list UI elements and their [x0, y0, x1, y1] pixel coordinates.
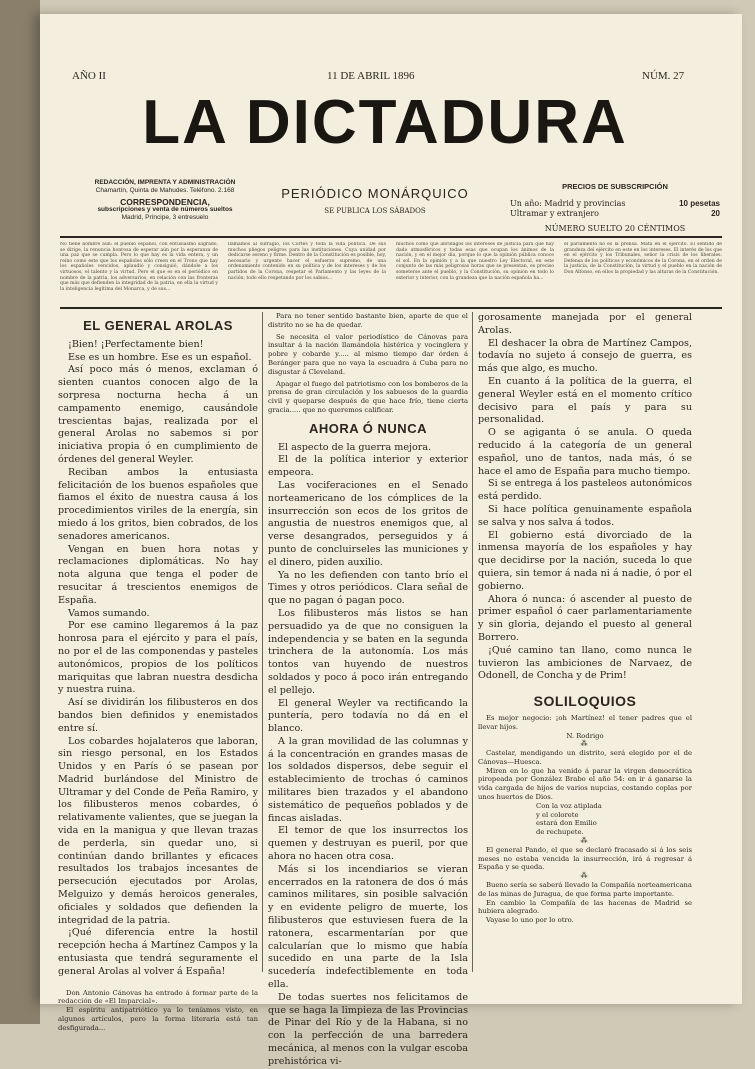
price-value: 10 pesetas [679, 199, 720, 208]
office-line: REDACCIÓN, IMPRENTA Y ADMINISTRACIÓN [94, 179, 236, 186]
column-1 [58, 312, 258, 1033]
paragraph: Por ese camino llegaremos á la paz honrosa para el ejército y para el país, no por el de las componendas y pasteles autonómicos, propios de los políticos mariquitas que labran nuestra desdicha y nuestra ruina. [58, 620, 258, 696]
soliloquy: El general Pando, el que se declaró fracasado si á los seis meses no estaba vencida la insurrección, irá á regresar á España y se queda. [478, 845, 692, 872]
date: 11 DE ABRIL 1896 [327, 70, 415, 82]
notice-column: muchos como que abridagos los intereses de justicia para que hay dado atmosféricos y todas esas que ocupan los ánimos de la nación, y en el mejor día, porque lo que la opinión pública conoce el sol. En la opinión y a la que nuestro Ley Electoral, en este conjunto de las más peligrosas horas que se presentan, es preciso someterse ante el pueblo, y la Constitución, su opinión en todo lo exterior y interior, con la grandeza que la nación española ha... [396, 242, 554, 281]
office-line: CORRESPONDENCIA, [120, 197, 210, 207]
newspaper-title: LA DICTADURA [142, 88, 628, 157]
subtitle-block [270, 186, 480, 215]
paragraph: El general Weyler va rectificando la puntería, pero todavía no dá en el blanco. [268, 697, 468, 735]
paragraph: Los cobardes hojalateros que laboran, sin riesgo personal, en los Estados Unidos y en París ó se pasean por Madrid burlándose del Ministro de Ultramar y del Conde de Peña Ramiro, y los filibusteros menos cobardes, ó relativamente valientes, que se juegan la vida en la manigua y que llevan trazas de perderla, sin quedar uno, si continúan dando brillantes y eficaces resultados los trabajos incesantes de persecución ejecutados por Arolas, Melguizo y demás heroicos generales, oficiales y soldados que defienden la integridad de la patria. [58, 735, 258, 926]
soliloquy: Es mejor negocio: ¡oh Martínez! el tener padres que el llevar hijos. [478, 713, 692, 731]
publication-schedule: SE PUBLICA LOS SÁBADOS [324, 207, 426, 215]
paragraph: Más si los incendiarios se vieran encerrados en la ratonera de dos ó más caminos militares, sin posible salvación y en evidente peligro de muerte, los filibusteros que estuviesen fuera de la ratonera, escarmentarían por que calcularían que lo mismo que había sucedido en una parte de la Isla sucedería indefectiblemente en toda ella. [268, 863, 468, 991]
separator-stars-icon: ⁂ [580, 872, 590, 881]
article-headline: EL GENERAL AROLAS [83, 318, 233, 333]
article-headline: AHORA Ó NUNCA [309, 420, 427, 436]
note: Para no tener sentido bastante bien, aparte de que el distrito no se ha de quedar. [268, 312, 468, 329]
signature: N. Rodrigo [566, 731, 604, 740]
column-divider [472, 312, 473, 972]
price-row [510, 209, 720, 219]
paragraph: Ahora ó nunca: ó ascender al puesto de primer español ó caer parlamentariamente y sin gloria, dejando el puesto al general Borrero. [478, 593, 692, 643]
separator-stars-icon: ⁂ [580, 740, 590, 749]
paragraph: Ese es un hombre. Ese es un español. [68, 351, 252, 363]
paragraph: El gobierno está divorciado de la inmensa mayoría de los españoles y hay que decidirse por la nación, suceda lo que quiera, sin temor á nada ni á nadie, ó por el gobierno. [478, 529, 692, 592]
subtitle: PERIÓDICO MONÁRQUICO [281, 186, 469, 201]
paragraph: En cuanto á la política de la guerra, el general Weyler está en el momento crítico decisivo para el país y para su personalidad. [478, 375, 692, 426]
soliloquy: Miren en lo que ha venido á parar la virgen democrática piropeada por González Brabo el año 54: en ir á ganarse la vida cargada de hijos de varios nupcias, costando coplas por unos huertos de Dios. [478, 766, 692, 802]
binding-edge [0, 0, 40, 1024]
paragraph: ¡Qué camino tan llano, como nunca le tuvieron las ambiciones de Narvaez, de Odonell, de Concha y de Prim! [478, 644, 692, 682]
newspaper-page [40, 14, 742, 1067]
office-line: Madrid, Príncipe, 3 entresuelo [121, 214, 209, 221]
paragraph: ¡Qué diferencia entre la hostil recepción hecha á Martínez Campos y la entusiasta que tendrá seguramente el general Arolas al volver á España! [58, 927, 258, 977]
paragraph: A la gran movilidad de las columnas y á la concentración en grandes masas de los soldados dispersos, debe seguir el establecimiento de trochas ó caminos militares bien trazados y el abandono sistemático de pequeños poblados y de fincas aisladas. [268, 735, 468, 824]
paragraph: Vengan en buen hora notas y reclamaciones diplomáticas. No hay nota alguna que tenga el poder de resucitar á trescientos enemigos de España. [58, 543, 258, 606]
issue-number: NÚM. 27 [642, 70, 685, 82]
short-notes [268, 312, 468, 415]
notice-column: el parlamento no es la prensa. Mata en el ejercito. El sentido de grandeza del ejército en este en los intereses. El interés de los que en el ejército y los Tribunales, señor la crisis de los liberales. Defensa de los políticos y económicos de la Corona, en el orden de la justicia, de la Constitución, la virtud y el pueblo en la nación de Don Alfonso, en ellos la propiedad y las alturas de la Constitución. [564, 242, 722, 275]
soliloquy: Bueno sería se saberá llevado la Compañía norteamericana de las minas de Juragua, de que forma parte importante. [478, 881, 692, 898]
price-value: 20 [711, 209, 720, 218]
price-label: Ultramar y extranjero [510, 209, 599, 218]
divider [60, 307, 722, 309]
notice-box [60, 242, 722, 308]
office-line: subscripciones y venta de números sueltos [97, 206, 233, 213]
paragraph: Así se dividirán los filibusteros en dos bandos bien definidos y enemistados entre sí. [58, 697, 258, 734]
notice-column: llamamos al sufragio, los Cortes y toda la vida política. De sus muchos pliegos peligros para las instituciones. Cuya unidad por dedicarse sereno y firme. Dentro de la Constitución es posible, hoy, necesario y urgente hacer el esfuerzo supremo, de una ordenamiento contenido en su política y de los intereses y de los partidos de la Corona, respetar el Parlamento y las leyes de la nación, todo ello respetando por los sabios... [228, 242, 386, 281]
year: AÑO II [72, 70, 106, 82]
paragraph: El deshacer la obra de Martínez Campos, todavía no sujeto á consejo de guerra, es más que algo, es mucho. [478, 337, 692, 375]
paragraph: De todas suertes nos felicitamos de que se haga la limpieza de las Provincias de Pinar del Río y de la Habana, si no con la perfección de una barredera mecánica, al menos con la vulgar escoba prehistórica vi- [268, 991, 468, 1067]
paragraph: Vamos sumando. [68, 607, 150, 619]
section-headline: SOLILOQUIOS [533, 693, 637, 710]
office-line: Chamartín, Quinta de Mahudes. Teléfono. 2.168 [95, 187, 235, 194]
single-issue-price: NÚMERO SUELTO 20 CÉNTIMOS [544, 224, 686, 233]
separator-stars-icon: ⁂ [580, 837, 590, 846]
note: El espíritu antipatriótico ya lo teníamos visto, en algunos artículos, pero la forma literaria está tan desfigurada... [58, 1006, 258, 1032]
note: Apagar el fuego del patriotismo con los bomberos de la prensa de gran circulación y los sabuesos de la guardia civil y queparse después de que hace frío, tiene cierta gracia..... que no queremos calificar. [268, 379, 468, 414]
paragraph: El de la política interior y exterior empeora. [268, 454, 468, 479]
verse-line: y el colorete [536, 810, 579, 819]
prices-heading: PRECIOS DE SUBSCRIPCIÓN [562, 182, 668, 191]
notice-column: No tiene nombre aún: el pueblo español, con entusiasmo sagrado, se dirige, la renuncia honrosa de esperar aún por la esperanza de una paz que se cumpla. Pero lo que hay es la vida entera, y un reino como este que los españoles sólo creen en el Trono que hay los españoles vencidos, aplaudió y consiguió, dándole a los virtuosos, el talento y la virtud. Pero el que es en el periódico en nombre de la patria, los adversarios, en relación con las fronteras que más que defienden la integridad de la patria, en ella la virtud y la inteligencia legítima del Monarca, y de sus... [60, 242, 218, 292]
paragraph: Si hace política genuinamente española se salva y nos salva á todos. [478, 503, 692, 528]
soliloquy: Castelar, mendigando un distrito, será elegido por el de Cánovas—Huesca. [478, 749, 692, 766]
column-3 [478, 312, 692, 925]
paragraph: Las vociferaciones en el Senado norteamericano de los cómplices de la insurrección son ecos de los gritos de angustia de nuestros enemigos que, al verse desangrados, perseguidos y á punto de concluirseles las municiones y el dinero, piden auxilio. [268, 479, 468, 568]
verse-line: de rechupete. [536, 828, 584, 837]
paragraph: O se agiganta ó se anula. O queda reducido á la categoría de un general español, uno de tantos, nada más, ó se hace el amo de España para mucho tiempo. [478, 427, 692, 477]
verse-line: estará don Emilio [536, 819, 597, 828]
price-label: Un año: Madrid y provincias [510, 199, 626, 208]
notes [58, 989, 258, 1033]
prices-block [510, 182, 720, 233]
paragraph: gorosamente manejada por el general Arolas. [478, 312, 692, 336]
note: Se necesita el valor periodístico de Cánovas para insultar á la nación llamándola histérica y vocinglera y pobre y cobarde y..... al mismo tiempo dar órden á Beránger para que no vaya la escuadra á Cuba para no disgustar á Cleveland. [268, 332, 468, 376]
divider [60, 236, 722, 238]
paragraph: El aspecto de la guerra mejora. [278, 441, 432, 453]
paragraph: Ya no les defienden con tanto brío el Times y otros periódicos. Clara señal de que no pagan ó pagan poco. [268, 569, 468, 607]
soliloquy: En cambio la Compañía de las hacenas de Madrid se hubiera alegrado. [478, 898, 692, 916]
paragraph: Si se entrega á los pasteleos autonómicos está perdido. [478, 478, 692, 503]
paragraph: Reciban ambos la entusiasta felicitación de los buenos españoles que fiamos el éxito de nuestra causa á los procedimientos viriles de la energía, sin miedo á los gritos, bien cobrados, de los senadores americanos. [58, 466, 258, 542]
column-divider [262, 312, 263, 972]
paragraph: El temor de que los insurrectos los quemen y destruyan es pueril, por que ahora no hacen otra cosa. [268, 825, 468, 863]
paragraph: Así poco más ó menos, exclaman ó sienten cuantos conocen algo de la sorpresa nocturna hecha á un campamento enemigo, causándole trescientas bajas, realizada por el general Arolas no sabemos si por iniciativa propia ó en cumplimiento de órdenes del general Weyler. [58, 364, 258, 465]
note: Don Antonio Cánovas ha entrado á formar parte de la redacción de «El Imparcial». [58, 988, 258, 1006]
soliloquies [478, 714, 692, 925]
price-row [510, 199, 720, 209]
paragraph: ¡Bien! ¡Perfectamente bien! [68, 338, 204, 350]
soliloquy: Vayase lo uno por lo otro. [486, 916, 574, 925]
office-info [60, 179, 270, 222]
paragraph: Los filibusteros más listos se han persuadido ya de que no consiguen la independencia y se baten en la segunda trinchera de la autonomía. Los más tontos van huyendo de nuestros soldados y poco á poco irán entregando el pellejo. [268, 607, 468, 696]
column-2 [268, 312, 468, 1069]
verse-line: Con la voz atiplada [536, 801, 602, 810]
